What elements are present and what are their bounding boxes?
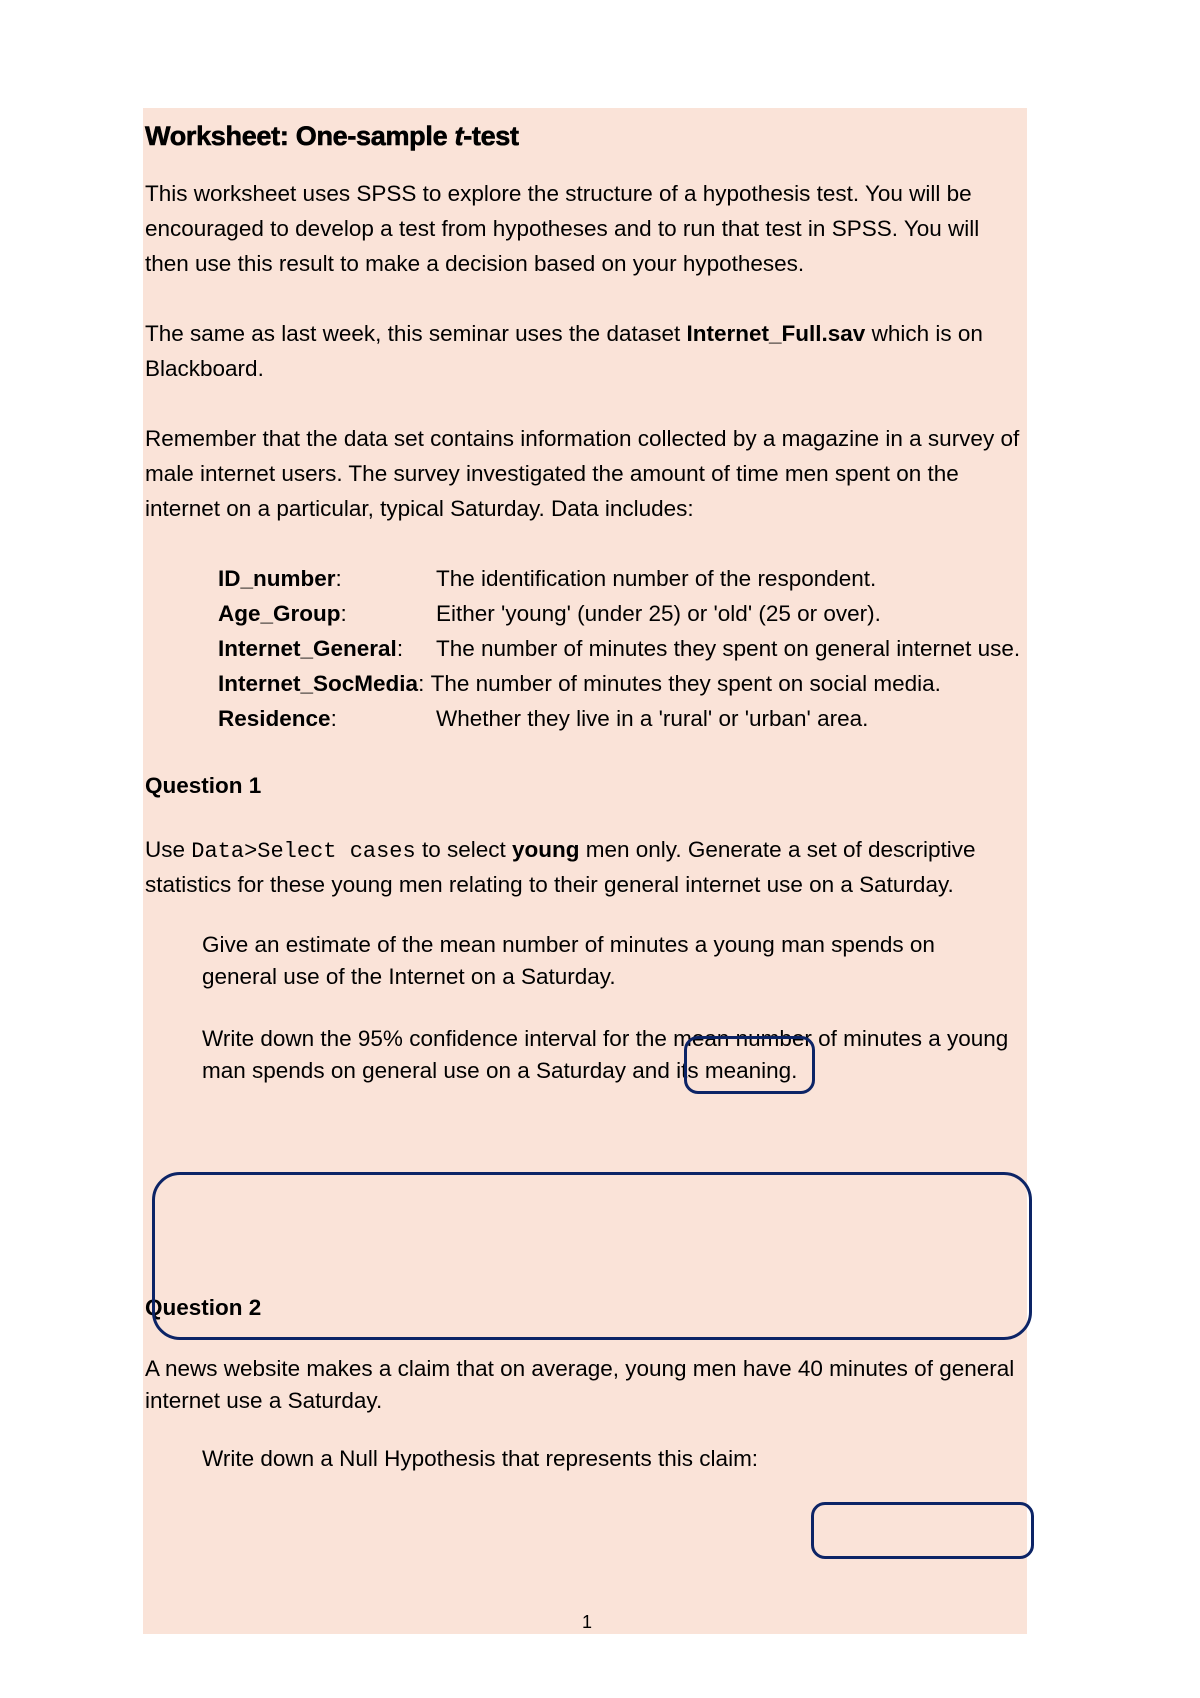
variable-term <box>218 596 436 631</box>
variable-row <box>218 701 1025 736</box>
variable-row <box>218 631 1025 666</box>
variable-term <box>218 666 431 701</box>
variable-name: Residence <box>218 706 331 731</box>
variable-description: The identification number of the respondent. <box>436 566 877 591</box>
variable-sep: : <box>330 706 337 731</box>
variable-sep: : <box>340 601 347 626</box>
intro-paragraph: This worksheet uses SPSS to explore the structure of a hypothesis test. You will be encouraged to develop a test from hypotheses and to run that test in SPSS. You will then use this result to make a decision based on your hypotheses. <box>145 181 980 276</box>
remember-paragraph: Remember that the data set contains information collected by a magazine in a survey of male internet users. The survey investigated the amount of time men spent on the internet on a particular, typical Saturday. Data includes: <box>145 426 1020 521</box>
variable-row <box>218 666 1025 701</box>
question-1-heading: Question 1 <box>145 773 262 798</box>
variable-term <box>218 561 436 596</box>
null-hypothesis-answer-box[interactable] <box>811 1502 1034 1559</box>
title-suffix: -test <box>463 121 519 151</box>
variable-sep: : <box>396 636 404 661</box>
variable-name: Internet_General <box>218 636 397 661</box>
title-prefix: Worksheet: One-sample <box>145 121 455 151</box>
confidence-interval-answer-box[interactable] <box>152 1172 1032 1340</box>
variable-name: Age_Group <box>218 601 341 626</box>
variable-definitions <box>218 561 1025 736</box>
dataset-text-after: which is on Blackboard. <box>145 321 983 381</box>
variable-sep: : <box>418 671 425 696</box>
variable-name: Internet_SocMedia <box>218 671 419 696</box>
title-italic-t: t <box>454 121 464 151</box>
variable-description: Either 'young' (under 25) or 'old' (25 or over). <box>436 601 881 626</box>
question-1-ci-prompt: Write down the 95% confidence interval for the mean number of minutes a young man spends on general use on a Saturday and its meaning. <box>202 1026 1009 1083</box>
spss-menu-path: Data>Select cases <box>191 839 416 864</box>
variable-sep: : <box>335 566 342 591</box>
question-2-heading: Question 2 <box>145 1295 262 1320</box>
variable-description: The number of minutes they spent on social media. <box>430 671 941 696</box>
question-1-instruction <box>145 833 1025 901</box>
instruction-text: to select <box>415 837 512 862</box>
variable-description: Whether they live in a 'rural' or 'urban' area. <box>436 706 869 731</box>
question-1-mean-prompt: Give an estimate of the mean number of minutes a young man spends on general use of the Internet on a Saturday. <box>202 932 935 989</box>
page-number: 1 <box>581 1612 592 1632</box>
question-2-null-prompt: Write down a Null Hypothesis that represents this claim: <box>202 1446 759 1471</box>
variable-description: The number of minutes they spent on general internet use. <box>436 636 1021 661</box>
dataset-paragraph <box>145 316 1025 386</box>
instruction-text: men only. Generate a set of descriptive statistics for these young men relating to their general internet use on a Saturday. <box>145 837 976 897</box>
dataset-filename: Internet_Full.sav <box>686 321 866 346</box>
instruction-text: Use <box>145 837 192 862</box>
mean-answer-box[interactable] <box>684 1036 815 1094</box>
variable-row <box>218 561 1025 596</box>
variable-row <box>218 596 1025 631</box>
variable-name: ID_number <box>218 566 336 591</box>
variable-term <box>218 631 436 666</box>
worksheet-title <box>145 116 1025 156</box>
question-2-claim: A news website makes a claim that on average, young men have 40 minutes of general internet use a Saturday. <box>145 1356 1015 1413</box>
variable-term <box>218 701 436 736</box>
dataset-text-before: The same as last week, this seminar uses the dataset <box>145 321 687 346</box>
instruction-emphasis: young <box>512 837 580 862</box>
